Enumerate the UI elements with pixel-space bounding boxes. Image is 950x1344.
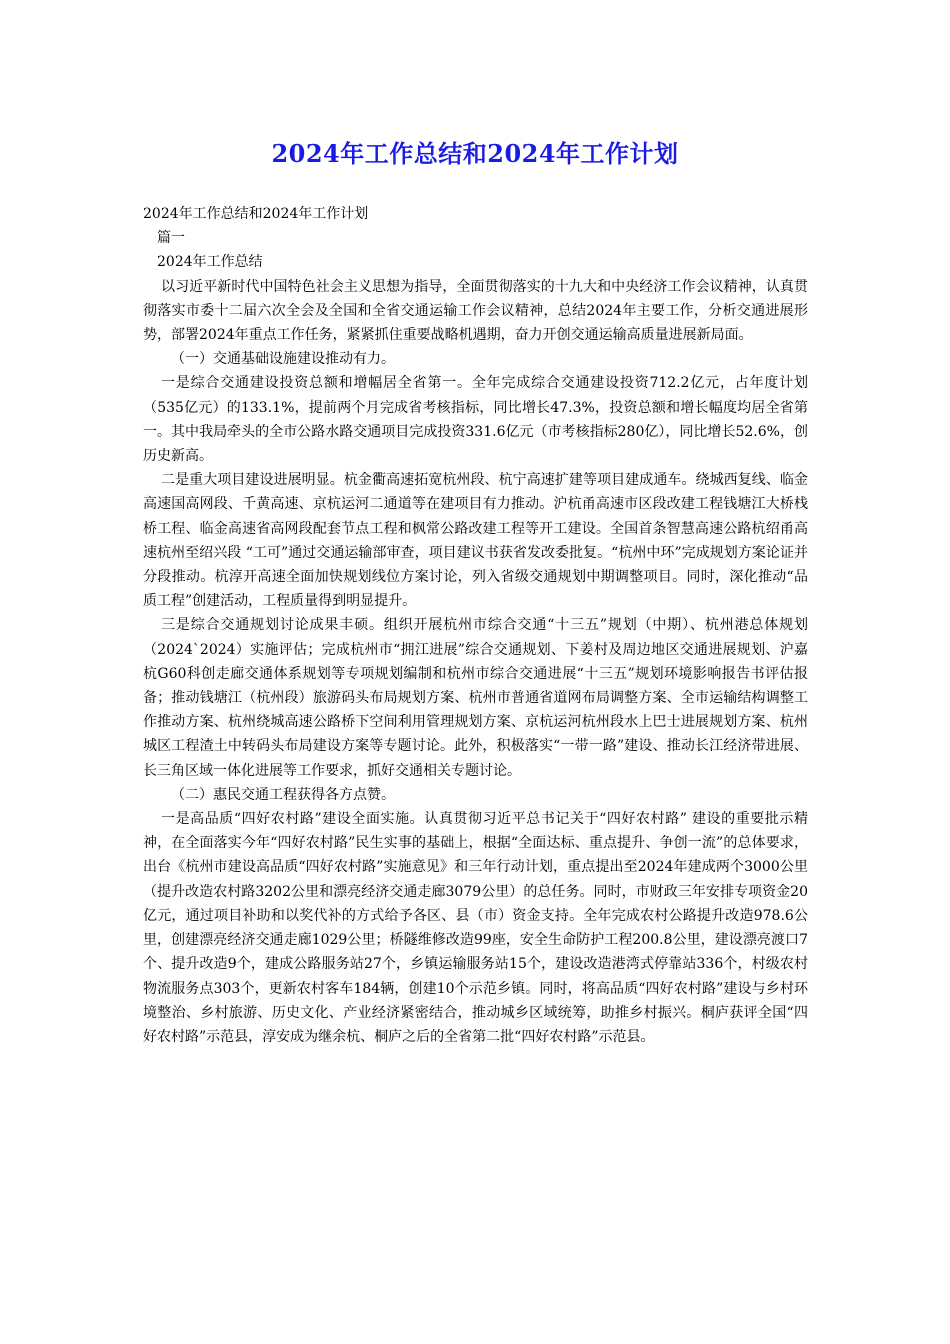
- section-label: 篇一: [157, 230, 185, 247]
- intro-line: 2024年工作总结和2024年工作计划: [143, 206, 369, 222]
- section-heading: （二）惠民交通工程获得各方点赞。: [171, 786, 395, 803]
- body-paragraph: 三是综合交通规划讨论成果丰硕。组织开展杭州市综合交通“十三五”规划（中期）、杭州港总体规划（2024`2024）实施评估；完成杭州市“拥江进展”综合交通规划、下姜村及周边地区交通进展规划、沪嘉杭G60科创走廊交通体系规划等专项规划编制和杭州市综合交通进展“十三五”规划环境影响报告书评估报备；推动钱塘江（杭州段）旅游码头布局规划方案、杭州市普通省道网布局调整方案、全市运输结构调整工作推动方案、杭州绕城高速公路桥下空间利用管理规划方案、京杭运河杭州段水上巴士进展规划方案、杭州城区工程渣土中转码头布局建设方案等专题讨论。此外，积极落实“一带一路”建设、推动长江经济带进展、长三角区域一体化进展等工作要求，抓好交通相关专题讨论。: [143, 617, 808, 779]
- body-paragraph: 一是高品质“四好农村路”建设全面实施。认真贯彻习近平总书记关于“四好农村路” 建设的重要批示精神，在全面落实今年“四好农村路”民生实事的基础上，根据“全面达标、重点提升、争创一流”的总体要求，出台《杭州市建设高品质“四好农村路”实施意见》和三年行动计划，重点提出至2024年建成两个3000公里（提升改造农村路3202公里和漂亮经济交通走廊3079公里）的总任务。同时，市财政三年安排专项资金20亿元，通过项目补助和以奖代补的方式给予各区、县（市）资金支持。全年完成农村公路提升改造978.6公里，创建漂亮经济交通走廊1029公里；桥隧维修改造99座，安全生命防护工程200.8公里，建设漂亮渡口7个、提升改造9个，建成公路服务站27个，乡镇运输服务站15个，建设改造港湾式停靠站336个，村级农村物流服务点303个，更新农村客车184辆，创建10个示范乡镇。同时，将高品质“四好农村路”建设与乡村环境整治、乡村旅游、历史文化、产业经济紧密结合，推动城乡区域统筹，助推乡村振兴。桐庐获评全国“四好农村路”示范县，淳安成为继余杭、桐庐之后的全省第二批“四好农村路”示范县。: [143, 811, 808, 1045]
- section-heading: （一）交通基础设施建设推动有力。: [171, 351, 395, 368]
- body-paragraph: 一是综合交通建设投资总额和增幅居全省第一。全年完成综合交通建设投资712.2亿元，占年度计划（535亿元）的133.1%，提前两个月完成省考核指标，同比增长47.3%，投资总额和增长幅度均居全省第一。其中我局牵头的全市公路水路交通项目完成投资331.6亿元（市考核指标280亿），同比增长52.6%，创历史新高。: [143, 375, 808, 465]
- body-paragraph: 以习近平新时代中国特色社会主义思想为指导，全面贯彻落实的十九大和中央经济工作会议精神，认真贯彻落实市委十二届六次全会及全国和全省交通运输工作会议精神，总结2024年主要工作，分析交通进展形势，部署2024年重点工作任务，紧紧抓住重要战略机遇期，奋力开创交通运输高质量进展新局面。: [143, 278, 808, 344]
- body-paragraph: 二是重大项目建设进展明显。杭金衢高速拓宽杭州段、杭宁高速扩建等项目建成通车。绕城西复线、临金高速国高网段、千黄高速、京杭运河二通道等在建项目有力推动。沪杭甬高速市区段改建工程钱塘江大桥栈桥工程、临金高速省高网段配套节点工程和枫常公路改建工程等开工建设。全国首条智慧高速公路杭绍甬高速杭州至绍兴段 “工可”通过交通运输部审查，项目建议书获省发改委批复。“杭州中环”完成规划方案论证并分段推动。杭淳开高速全面加快规划线位方案讨论，列入省级交通规划中期调整项目。同时，深化推动“品质工程”创建活动，工程质量得到明显提升。: [143, 472, 808, 610]
- document-body: [143, 202, 808, 1049]
- subsection-title: 2024年工作总结: [157, 254, 263, 271]
- document-title: 2024年工作总结和2024年工作计划: [271, 139, 679, 168]
